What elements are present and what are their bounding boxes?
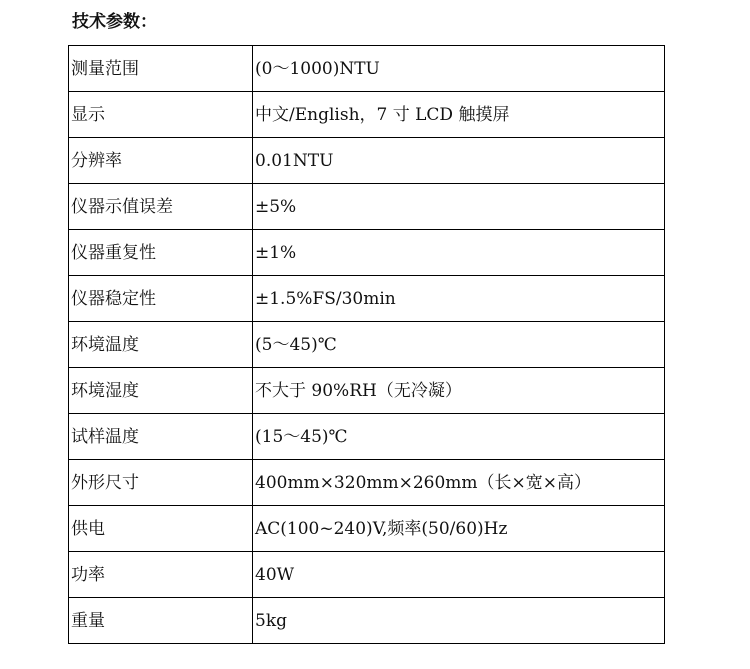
param-name: 仪器重复性 [69, 230, 253, 276]
param-value: ±1% [253, 230, 665, 276]
param-value: 不大于 90%RH（无冷凝） [253, 368, 665, 414]
spec-table [68, 45, 665, 644]
param-value: AC(100~240)V,频率(50/60)Hz [253, 506, 665, 552]
param-name: 显示 [69, 92, 253, 138]
table-row [69, 276, 665, 322]
param-name: 仪器示值误差 [69, 184, 253, 230]
param-name: 重量 [69, 598, 253, 644]
param-value: 0.01NTU [253, 138, 665, 184]
param-name: 环境温度 [69, 322, 253, 368]
param-value: 400mm×320mm×260mm（长×宽×高） [253, 460, 665, 506]
table-row [69, 460, 665, 506]
param-value: ±5% [253, 184, 665, 230]
table-row [69, 506, 665, 552]
param-name: 仪器稳定性 [69, 276, 253, 322]
table-row [69, 46, 665, 92]
table-row [69, 322, 665, 368]
param-value: 中文/English，7 寸 LCD 触摸屏 [253, 92, 665, 138]
param-value: 40W [253, 552, 665, 598]
param-name: 分辨率 [69, 138, 253, 184]
param-value: 5kg [253, 598, 665, 644]
table-row [69, 138, 665, 184]
param-name: 功率 [69, 552, 253, 598]
table-row [69, 184, 665, 230]
param-name: 试样温度 [69, 414, 253, 460]
table-row [69, 414, 665, 460]
param-value: ±1.5%FS/30min [253, 276, 665, 322]
param-name: 环境湿度 [69, 368, 253, 414]
param-value: (5～45)℃ [253, 322, 665, 368]
param-value: (15～45)℃ [253, 414, 665, 460]
param-value: (0～1000)NTU [253, 46, 665, 92]
param-name: 测量范围 [69, 46, 253, 92]
table-row [69, 92, 665, 138]
table-row [69, 368, 665, 414]
table-row [69, 552, 665, 598]
section-heading: 技术参数： [72, 12, 157, 32]
param-name: 供电 [69, 506, 253, 552]
table-row [69, 598, 665, 644]
param-name: 外形尺寸 [69, 460, 253, 506]
table-row [69, 230, 665, 276]
